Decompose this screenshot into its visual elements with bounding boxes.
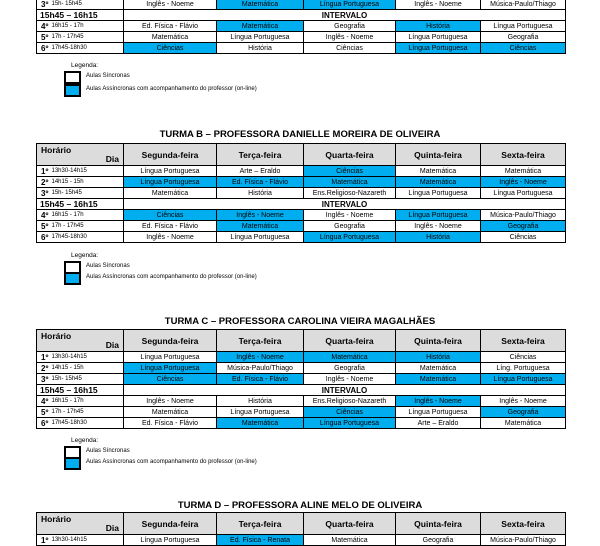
class-cell-async: Ciências xyxy=(124,374,217,385)
class-cell: Língua Portuguesa xyxy=(217,232,304,243)
schedule-row xyxy=(37,210,566,221)
class-cell: Geografia xyxy=(304,221,396,232)
class-cell-async: Inglês - Noeme xyxy=(396,396,481,407)
class-cell: Matemática xyxy=(124,32,217,43)
period-number: 4º xyxy=(37,210,51,221)
class-cell: Língua Portuguesa xyxy=(396,32,481,43)
class-cell-async: Língua Portuguesa xyxy=(396,43,481,54)
class-cell: História xyxy=(217,396,304,407)
period-time: 17h - 17h45 xyxy=(51,221,124,232)
class-cell: Inglês - Noeme xyxy=(481,396,566,407)
day-header: Quarta-feira xyxy=(304,513,396,535)
class-cell: Ed. Física - Flávio xyxy=(124,418,217,429)
class-cell: Língua Portuguesa xyxy=(124,535,217,546)
class-cell: Língua Portuguesa xyxy=(481,21,566,32)
period-time: 14h15 - 15h xyxy=(51,363,124,374)
interval-time: 15h45 – 16h15 xyxy=(37,10,124,21)
horario-header xyxy=(37,513,124,535)
class-cell-async: Matemática xyxy=(217,418,304,429)
turma-c-table xyxy=(36,329,566,429)
horario-label: Horário xyxy=(41,331,72,341)
legend-sync-text: Aulas Síncronas xyxy=(86,73,130,79)
class-cell: Geografia xyxy=(304,21,396,32)
period-time: 17h - 17h45 xyxy=(51,407,124,418)
schedule-row xyxy=(37,43,566,54)
period-number: 5º xyxy=(37,407,51,418)
day-header: Terça-feira xyxy=(217,330,304,352)
legend-async-swatch xyxy=(64,457,81,470)
turma-d-table xyxy=(36,512,566,546)
horario-header xyxy=(37,330,124,352)
class-cell-async: Inglês - Noeme xyxy=(481,177,566,188)
interval-label: INTERVALO xyxy=(124,199,566,210)
schedule-row xyxy=(37,21,566,32)
legend-async-text: Aulas Assíncronas com acompanhamento do professor (on-line) xyxy=(86,86,257,92)
interval-row xyxy=(37,10,566,21)
period-time: 16h15 - 17h xyxy=(51,396,124,407)
class-cell: Língua Portuguesa xyxy=(481,188,566,199)
day-header: Terça-feira xyxy=(217,144,304,166)
class-cell: Ens.Religioso-Nazareth xyxy=(304,188,396,199)
class-cell: Matemática xyxy=(396,363,481,374)
class-cell-async: Matemática xyxy=(304,177,396,188)
day-header: Quinta-feira xyxy=(396,513,481,535)
interval-label: INTERVALO xyxy=(124,10,566,21)
dia-label: Dia xyxy=(105,340,120,350)
class-cell-async: Ciências xyxy=(124,210,217,221)
class-cell-async: Língua Portuguesa xyxy=(304,418,396,429)
class-cell-async: Matemática xyxy=(217,221,304,232)
class-cell: Música-Paulo/Thiago xyxy=(217,363,304,374)
class-cell-async: Matemática xyxy=(396,374,481,385)
class-cell: Ens.Religioso-Nazareth xyxy=(304,396,396,407)
class-cell: Inglês - Noeme xyxy=(304,374,396,385)
horario-label: Horário xyxy=(41,514,72,524)
class-cell: Língua Portuguesa xyxy=(217,407,304,418)
class-cell: Música-Paulo/Thiago xyxy=(481,0,566,10)
period-number: 4º xyxy=(37,396,51,407)
period-number: 3º xyxy=(37,374,51,385)
class-cell-async: Ciências xyxy=(481,43,566,54)
class-cell: Inglês - Noeme xyxy=(124,232,217,243)
day-header: Sexta-feira xyxy=(481,144,566,166)
schedule-row xyxy=(37,407,566,418)
period-number: 3º xyxy=(37,0,51,10)
class-cell: Música-Paulo/Thiago xyxy=(481,210,566,221)
legend-sync-swatch xyxy=(64,71,81,84)
class-cell: Inglês - Noeme xyxy=(396,0,481,10)
class-cell: Inglês - Noeme xyxy=(124,0,217,10)
legend-title: Legenda: xyxy=(71,62,99,69)
class-cell-async: Língua Portuguesa xyxy=(304,0,396,10)
class-cell: Ciências xyxy=(481,232,566,243)
class-cell: Matemática xyxy=(481,418,566,429)
schedule-row xyxy=(37,177,566,188)
turma-b-title: TURMA B – PROFESSORA DANIELLE MOREIRA DE OLIVEIRA xyxy=(159,129,441,140)
day-header: Segunda-feira xyxy=(124,330,217,352)
turma-b-table xyxy=(36,143,566,243)
schedule-row xyxy=(37,418,566,429)
period-time: 15h- 15h45 xyxy=(51,0,124,10)
class-cell-async: História xyxy=(396,21,481,32)
day-header: Sexta-feira xyxy=(481,330,566,352)
turma-c-title: TURMA C – PROFESSORA CAROLINA VIEIRA MAGALHÃES xyxy=(164,316,436,327)
class-cell-async: Ed. Física - Flávio xyxy=(217,374,304,385)
class-cell: Inglês - Noeme xyxy=(304,210,396,221)
schedule-row xyxy=(37,221,566,232)
class-cell: Geografia xyxy=(304,363,396,374)
interval-row xyxy=(37,199,566,210)
class-cell: Ciências xyxy=(481,352,566,363)
class-cell: Arte – Eraldo xyxy=(217,166,304,177)
class-cell-async: Inglês - Noeme xyxy=(217,352,304,363)
class-cell-async: Língua Portuguesa xyxy=(481,374,566,385)
period-time: 15h- 15h45 xyxy=(51,188,124,199)
period-time: 13h30-14h15 xyxy=(51,166,124,177)
class-cell: Inglês - Noeme xyxy=(304,32,396,43)
period-time: 17h - 17h45 xyxy=(51,32,124,43)
period-number: 3º xyxy=(37,188,51,199)
class-cell: Geografia xyxy=(396,535,481,546)
schedule-row xyxy=(37,352,566,363)
day-header: Quarta-feira xyxy=(304,144,396,166)
day-header: Sexta-feira xyxy=(481,513,566,535)
class-cell: Língua Portuguesa xyxy=(217,32,304,43)
interval-label: INTERVALO xyxy=(124,385,566,396)
horario-header xyxy=(37,144,124,166)
period-time: 13h30-14h15 xyxy=(51,352,124,363)
period-time: 14h15 - 15h xyxy=(51,177,124,188)
dia-label: Dia xyxy=(105,154,120,164)
period-time: 15h- 15h45 xyxy=(51,374,124,385)
day-header: Segunda-feira xyxy=(124,144,217,166)
class-cell: Matemática xyxy=(481,166,566,177)
legend-title: Legenda: xyxy=(71,252,99,259)
class-cell-async: Língua Portuguesa xyxy=(396,210,481,221)
class-cell: História xyxy=(217,43,304,54)
class-cell-async: Ciências xyxy=(124,43,217,54)
interval-row xyxy=(37,385,566,396)
class-cell: Matemática xyxy=(124,407,217,418)
day-header: Quinta-feira xyxy=(396,330,481,352)
period-number: 4º xyxy=(37,21,51,32)
schedule-row xyxy=(37,232,566,243)
period-number: 5º xyxy=(37,32,51,43)
day-header: Terça-feira xyxy=(217,513,304,535)
period-time: 17h45-18h30 xyxy=(51,43,124,54)
class-cell-async: Ciências xyxy=(304,166,396,177)
day-header: Quarta-feira xyxy=(304,330,396,352)
class-cell-async: Matemática xyxy=(217,21,304,32)
legend-async-text: Aulas Assíncronas com acompanhamento do professor (on-line) xyxy=(86,274,257,280)
class-cell-async: Língua Portuguesa xyxy=(124,363,217,374)
period-number: 6º xyxy=(37,43,51,54)
interval-time: 15h45 – 16h15 xyxy=(37,199,124,210)
legend-async-swatch xyxy=(64,272,81,285)
class-cell: Música-Paulo/Thiago xyxy=(481,535,566,546)
class-cell: Língua Portuguesa xyxy=(124,166,217,177)
schedule-row xyxy=(37,374,566,385)
class-cell: Arte – Eraldo xyxy=(396,418,481,429)
horario-label: Horário xyxy=(41,145,72,155)
class-cell: Matemática xyxy=(124,188,217,199)
schedule-row xyxy=(37,32,566,43)
period-number: 2º xyxy=(37,177,51,188)
class-cell-async: Ed. Física - Renata xyxy=(217,535,304,546)
schedule-row xyxy=(37,535,566,546)
schedule-row xyxy=(37,0,566,10)
legend-sync-text: Aulas Síncronas xyxy=(86,448,130,454)
class-cell: Geografia xyxy=(481,32,566,43)
schedule-row xyxy=(37,188,566,199)
period-number: 1º xyxy=(37,166,51,177)
day-header: Segunda-feira xyxy=(124,513,217,535)
legend-async-swatch xyxy=(64,84,81,97)
class-cell-async: Ciências xyxy=(304,407,396,418)
class-cell-async: Matemática xyxy=(217,0,304,10)
class-cell: Matemática xyxy=(304,535,396,546)
class-cell-async: Língua Portuguesa xyxy=(124,177,217,188)
period-time: 16h15 - 17h xyxy=(51,210,124,221)
class-cell-async: Matemática xyxy=(396,177,481,188)
period-number: 1º xyxy=(37,352,51,363)
class-cell: Matemática xyxy=(396,166,481,177)
class-cell-async: História xyxy=(396,232,481,243)
class-cell: Inglês - Noeme xyxy=(396,221,481,232)
period-number: 6º xyxy=(37,418,51,429)
period-time: 17h45-18h30 xyxy=(51,418,124,429)
period-time: 17h45-18h30 xyxy=(51,232,124,243)
class-cell-async: Matemática xyxy=(304,352,396,363)
class-cell: Língua Portuguesa xyxy=(124,352,217,363)
class-cell: Língua Portuguesa xyxy=(396,407,481,418)
class-cell-async: Geografia xyxy=(481,407,566,418)
class-cell-async: História xyxy=(396,352,481,363)
day-header: Quinta-feira xyxy=(396,144,481,166)
interval-time: 15h45 – 16h15 xyxy=(37,385,124,396)
turma-a-table xyxy=(36,0,566,54)
period-time: 16h15 - 17h xyxy=(51,21,124,32)
legend-async-text: Aulas Assíncronas com acompanhamento do professor (on-line) xyxy=(86,459,257,465)
period-number: 1º xyxy=(37,535,51,546)
schedule-row xyxy=(37,363,566,374)
class-cell: Líng. Portuguesa xyxy=(481,363,566,374)
period-number: 6º xyxy=(37,232,51,243)
class-cell: Ed. Física - Flávio xyxy=(124,221,217,232)
class-cell-async: Inglês - Noeme xyxy=(217,210,304,221)
class-cell-async: Geografia xyxy=(481,221,566,232)
legend-sync-text: Aulas Síncronas xyxy=(86,263,130,269)
schedule-row xyxy=(37,396,566,407)
legend-title: Legenda: xyxy=(71,437,99,444)
schedule-row xyxy=(37,166,566,177)
turma-d-title: TURMA D – PROFESSORA ALINE MELO DE OLIVEIRA xyxy=(177,500,423,511)
period-time: 13h30-14h15 xyxy=(51,535,124,546)
class-cell-async: Ed. Física - Flávio xyxy=(217,177,304,188)
class-cell: Ciências xyxy=(304,43,396,54)
class-cell: História xyxy=(217,188,304,199)
class-cell-async: Língua Portuguesa xyxy=(304,232,396,243)
period-number: 2º xyxy=(37,363,51,374)
period-number: 5º xyxy=(37,221,51,232)
class-cell: Ed. Física - Flávio xyxy=(124,21,217,32)
dia-label: Dia xyxy=(105,523,120,533)
class-cell: Inglês - Noeme xyxy=(124,396,217,407)
class-cell: Língua Portuguesa xyxy=(396,188,481,199)
